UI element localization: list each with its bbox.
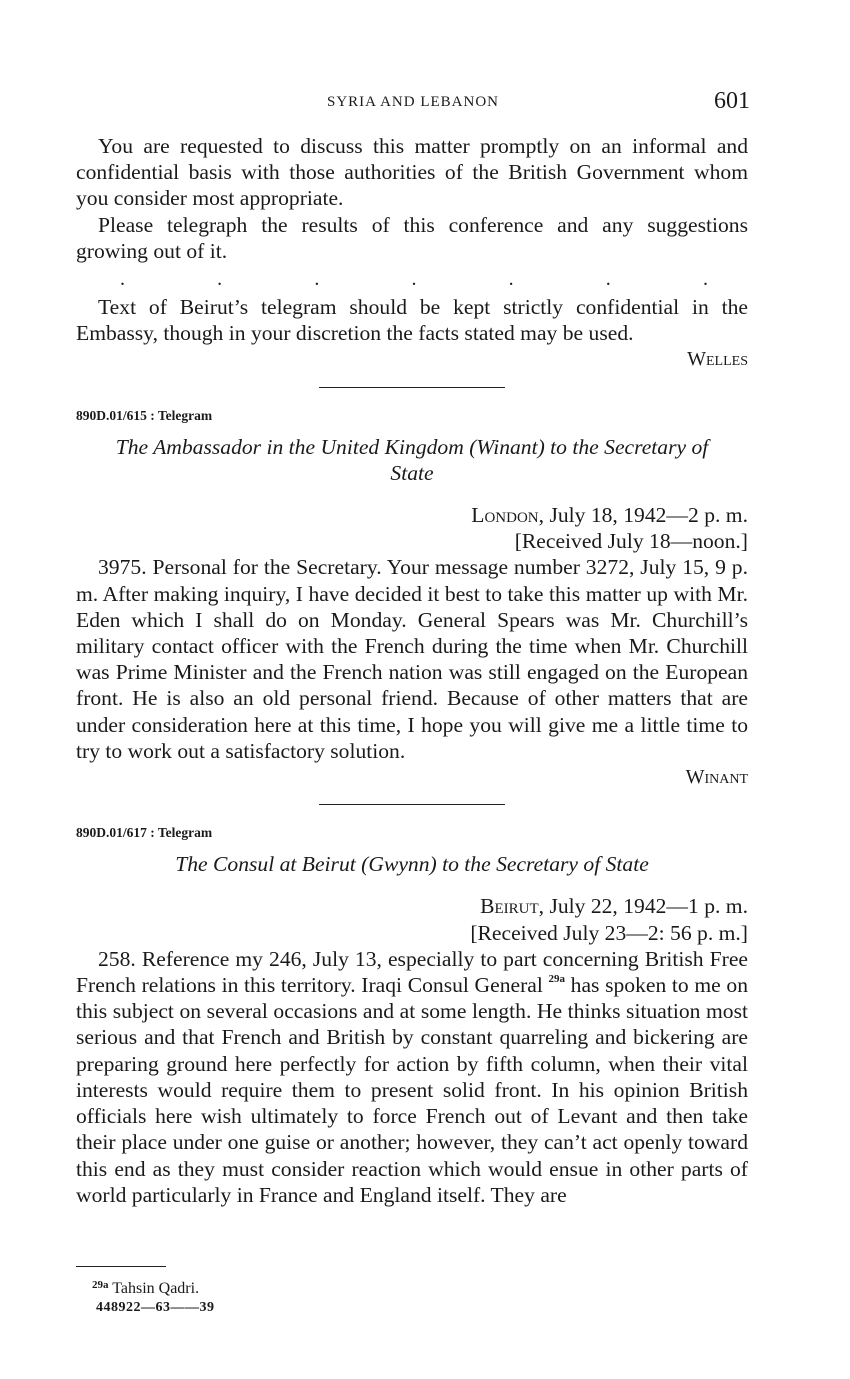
dateline-date: , July 18, 1942—2 p. m. xyxy=(538,503,748,528)
intro-paragraph-3: Text of Beirut’s telegram should be kept strictly confidential in the Embassy, though in your discretion the facts stated may be used. xyxy=(76,295,748,346)
running-head: SYRIA AND LEBANON xyxy=(326,94,499,110)
received-line-1: [Received July 18—noon.] xyxy=(514,529,748,554)
footnote-text: Tahsin Qadri. xyxy=(108,1280,200,1297)
document-reference-1: 890D.01/615 : Telegram xyxy=(76,407,213,423)
page-body xyxy=(76,133,748,1208)
dateline-2 xyxy=(76,893,748,919)
omission-dot: . xyxy=(217,268,223,291)
intro-paragraph-1: You are requested to discuss this matter promptly on an informal and confidential basis with those authorities of the British Government whom you consider most appropriate. xyxy=(76,134,748,211)
dateline-date: , July 22, 1942—1 p. m. xyxy=(538,894,748,919)
page-header xyxy=(76,88,750,122)
footnote-divider xyxy=(76,1266,166,1267)
body-text-part: has spoken to me on this subject on several occasions and at some length. He thinks situation most serious and that French and British by constant quarreling and bickering are preparing ground here perfectly for action by fifth column, when their vital interests would require them to present solid front. In his opinion British officials here wish ultimately to force French out of Levant and then take their place under one guise or another; however, they can’t act openly toward this end as they must consider reaction which would ensue in other parts of world particularly in France and England itself. They are xyxy=(76,973,748,1207)
dateline-1 xyxy=(76,502,748,528)
intro-paragraph-2: Please telegraph the results of this conference and any suggestions growing out of it. xyxy=(76,212,748,263)
dateline-place: Beirut xyxy=(480,894,539,919)
telegram-body-2 xyxy=(76,946,748,1208)
telegram-body-1: 3975. Personal for the Secretary. Your message number 3272, July 15, 9 p. m. After making inquiry, I have decided it best to take this matter up with Mr. Eden which I shall do on Monday. General Spears was Mr. Churchill’s military contact officer with the French during the time when Mr. Churchill was Prime Minister and the French nation was still engaged on the European front. He is also an old personal friend. Because of other matters that are under consideration here at this time, I hope you will give me a little time to try to work out a satisfactory solution. xyxy=(76,555,748,763)
omission-dot: . xyxy=(314,268,320,291)
dateline-place: London xyxy=(471,503,539,528)
received-line-2: [Received July 23—2: 56 p. m.] xyxy=(470,920,748,945)
print-code: 448922—63——39 xyxy=(96,1300,215,1315)
page-number: 601 xyxy=(714,88,750,114)
footnote xyxy=(92,1278,199,1300)
omission-dot: . xyxy=(411,268,417,291)
signature-winant: Winant xyxy=(685,766,748,789)
section-divider xyxy=(319,804,505,805)
omission-dot: . xyxy=(702,268,708,291)
footnote-marker: 29a xyxy=(92,1279,109,1291)
omission-dot: . xyxy=(508,268,514,291)
section-divider xyxy=(319,387,505,388)
signature-welles: Welles xyxy=(687,348,748,371)
footnote-marker: 29a xyxy=(548,973,566,986)
document-title-2: The Consul at Beirut (Gwynn) to the Secretary of State xyxy=(175,852,649,877)
document-reference-2: 890D.01/617 : Telegram xyxy=(76,825,213,841)
omission-dot: . xyxy=(605,268,611,291)
document-title-1: The Ambassador in the United Kingdom (Winant) to the Secretary of State xyxy=(115,434,709,485)
omission-dots xyxy=(76,264,748,294)
body-text-part: 258. Reference my 246, July 13, especially to part concerning British Free French relations in this territory. Iraqi Consul General xyxy=(76,946,748,998)
omission-dot: . xyxy=(120,268,125,291)
